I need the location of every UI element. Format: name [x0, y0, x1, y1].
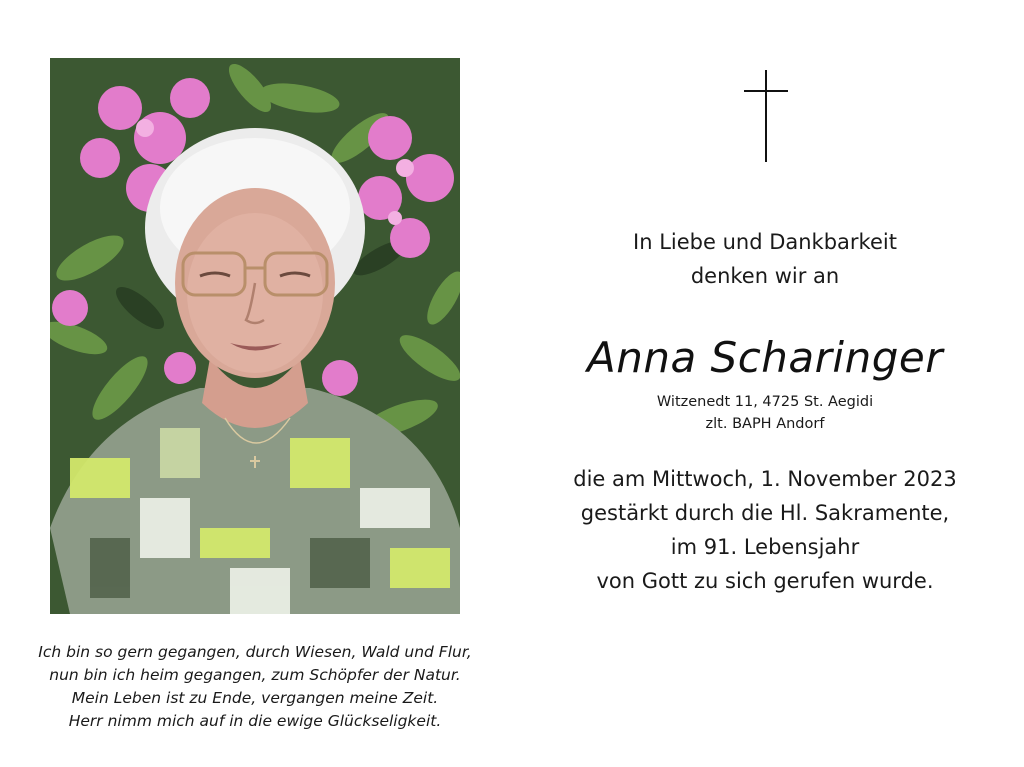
intro-line: In Liebe und Dankbarkeit — [633, 230, 897, 254]
portrait-photo — [50, 58, 460, 614]
details-line: gestärkt durch die Hl. Sakramente, — [580, 501, 950, 525]
portrait-illustration — [50, 58, 460, 614]
deceased-name: Anna Scharinger — [587, 333, 943, 382]
details-line: im 91. Lebensjahr — [670, 535, 860, 559]
text-column — [530, 0, 1000, 767]
poem-line: Ich bin so gern gegangen, durch Wiesen, Wald und Flur, — [38, 643, 472, 661]
details-line: die am Mittwoch, 1. November 2023 — [573, 467, 957, 491]
address-line: zlt. BAPH Andorf — [705, 416, 825, 432]
memorial-poem — [0, 641, 510, 733]
death-details — [530, 462, 1000, 598]
intro-line: denken wir an — [690, 264, 840, 288]
poem-line: nun bin ich heim gegangen, zum Schöpfer der Natur. — [49, 666, 461, 684]
details-line: von Gott zu sich gerufen wurde. — [596, 569, 934, 593]
poem-line: Herr nimm mich auf in die ewige Glückseligkeit. — [68, 712, 442, 730]
address-line: Witzenedt 11, 4725 St. Aegidi — [656, 394, 874, 410]
poem-line: Mein Leben ist zu Ende, vergangen meine Zeit. — [71, 689, 439, 707]
address-block — [530, 391, 1000, 435]
intro-text — [530, 225, 1000, 293]
cross-icon — [744, 70, 788, 162]
